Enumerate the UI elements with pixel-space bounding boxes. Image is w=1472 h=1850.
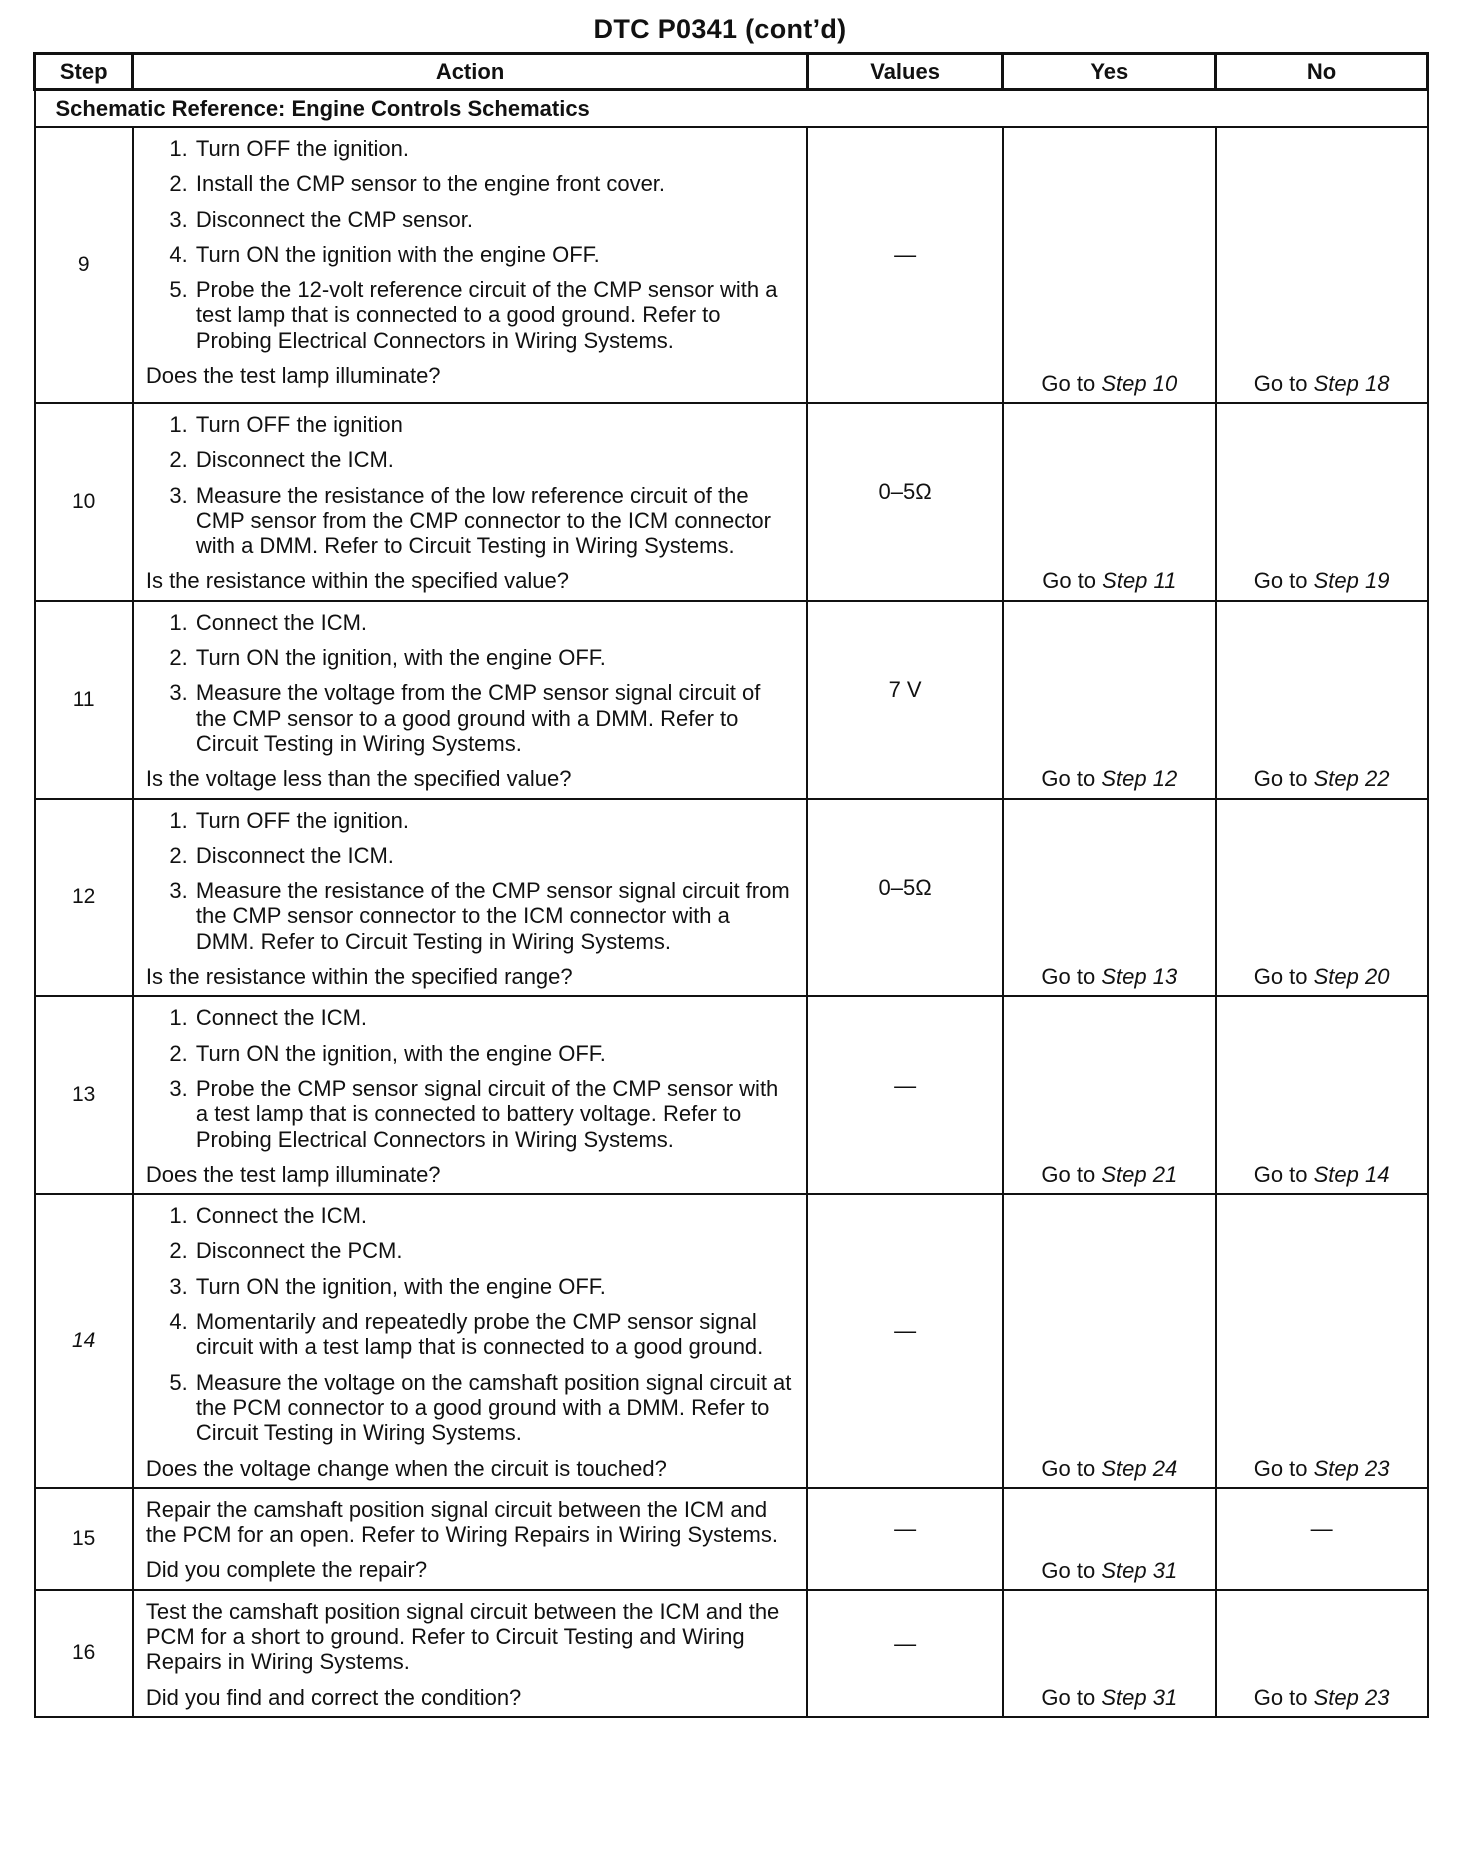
action-item: 4. Turn ON the ignition with the engine OFF.	[194, 242, 792, 267]
action-question: Does the test lamp illuminate?	[145, 363, 441, 389]
schematic-reference: Schematic Reference: Engine Controls Schematics	[35, 90, 1428, 128]
action-item: 2. Turn ON the ignition, with the engine OFF.	[194, 1041, 792, 1066]
table-row	[35, 1194, 1428, 1488]
action-cell	[133, 1590, 807, 1717]
action-question: Is the resistance within the specified range?	[145, 964, 573, 990]
no-cell	[1216, 1590, 1428, 1717]
header-row	[35, 54, 1428, 90]
goto-prefix: Go to	[1041, 1455, 1102, 1481]
table-row	[35, 1488, 1428, 1590]
table-row	[35, 996, 1428, 1194]
yes-cell	[1003, 1488, 1216, 1590]
goto-prefix: Go to	[1041, 1161, 1102, 1187]
yes-step-link[interactable]: Step 21	[1101, 1161, 1178, 1187]
action-list	[146, 808, 792, 954]
action-item: 3. Measure the resistance of the low reference circuit of the CMP sensor from the CMP connector to the ICM connector with a DMM. Refer to Circuit Testing in Wiring Systems.	[194, 483, 792, 559]
table-row	[35, 1590, 1428, 1717]
goto-prefix: Go to	[1253, 1161, 1314, 1187]
action-item: 2. Disconnect the ICM.	[194, 843, 792, 868]
action-question: Does the voltage change when the circuit is touched?	[145, 1455, 667, 1481]
step-number: 11	[35, 601, 133, 799]
values-cell: —	[807, 996, 1003, 1194]
step-number: 16	[35, 1590, 133, 1717]
action-list	[146, 1203, 792, 1445]
table-row	[35, 403, 1428, 601]
yes-cell	[1003, 601, 1216, 799]
yes-cell	[1003, 996, 1216, 1194]
no-cell	[1216, 403, 1428, 601]
action-item: 2. Disconnect the ICM.	[194, 447, 792, 472]
yes-step-link[interactable]: Step 13	[1101, 964, 1178, 990]
step-number: 15	[35, 1488, 133, 1590]
action-item: 1. Connect the ICM.	[194, 1203, 792, 1228]
step-number: 13	[35, 996, 133, 1194]
no-cell: —	[1216, 1488, 1428, 1590]
action-question: Did you complete the repair?	[145, 1557, 428, 1583]
yes-step-link[interactable]: Step 11	[1102, 568, 1177, 594]
values-cell: —	[807, 1194, 1003, 1488]
step-number: 12	[35, 799, 133, 997]
action-list	[146, 610, 792, 756]
yes-cell	[1003, 127, 1216, 403]
action-cell	[133, 403, 807, 601]
action-cell	[133, 1194, 807, 1488]
action-text: Test the camshaft position signal circuit between the ICM and the PCM for a short to ground. Refer to Circuit Testing and Wiring Repairs in Wiring Systems.	[145, 1598, 780, 1675]
action-item: 2. Disconnect the PCM.	[194, 1238, 792, 1263]
values-cell: 0–5Ω	[807, 403, 1003, 601]
header-values: Values	[807, 54, 1003, 90]
action-list	[146, 136, 792, 353]
action-item: 3. Turn ON the ignition, with the engine OFF.	[194, 1274, 792, 1299]
yes-cell	[1003, 1590, 1216, 1717]
action-item: 1. Turn OFF the ignition	[194, 412, 792, 437]
action-text: Repair the camshaft position signal circuit between the ICM and the PCM for an open. Refer to Wiring Repairs in Wiring Systems.	[145, 1496, 778, 1548]
values-cell: 7 V	[807, 601, 1003, 799]
no-cell	[1216, 799, 1428, 997]
goto-prefix: Go to	[1042, 568, 1103, 594]
goto-prefix: Go to	[1253, 964, 1314, 990]
action-item: 3. Probe the CMP sensor signal circuit of the CMP sensor with a test lamp that is connected to battery voltage. Refer to Probing Electrical Connectors in Wiring Systems.	[194, 1076, 792, 1152]
table-row	[35, 601, 1428, 799]
goto-prefix: Go to	[1253, 1455, 1314, 1481]
document-title: DTC P0341 (cont’d)	[593, 14, 847, 44]
action-item: 1. Connect the ICM.	[194, 1005, 792, 1030]
action-item: 5. Measure the voltage on the camshaft position signal circuit at the PCM connector to a good ground with a DMM. Refer to Circuit Testing in Wiring Systems.	[194, 1370, 792, 1446]
header-step: Step	[35, 54, 133, 90]
no-step-link[interactable]: Step 23	[1313, 1684, 1390, 1710]
action-question: Is the resistance within the specified value?	[145, 568, 569, 594]
no-step-link[interactable]: Step 19	[1313, 568, 1390, 594]
no-step-link[interactable]: Step 20	[1313, 964, 1390, 990]
action-list	[146, 412, 792, 558]
goto-prefix: Go to	[1253, 370, 1314, 396]
goto-prefix: Go to	[1041, 1684, 1102, 1710]
action-item: 1. Turn OFF the ignition.	[194, 808, 792, 833]
goto-prefix: Go to	[1253, 1684, 1314, 1710]
action-item: 4. Momentarily and repeatedly probe the CMP sensor signal circuit with a test lamp that is connected to a good ground.	[194, 1309, 792, 1360]
values-cell: —	[807, 1488, 1003, 1590]
goto-prefix: Go to	[1041, 964, 1102, 990]
action-cell	[133, 799, 807, 997]
action-item: 3. Disconnect the CMP sensor.	[194, 207, 792, 232]
action-question: Did you find and correct the condition?	[145, 1684, 522, 1710]
no-step-link[interactable]: Step 22	[1313, 766, 1390, 792]
values-cell: —	[807, 1590, 1003, 1717]
yes-cell	[1003, 403, 1216, 601]
goto-prefix: Go to	[1253, 568, 1314, 594]
action-cell	[133, 1488, 807, 1590]
table-row	[35, 127, 1428, 403]
header-action: Action	[133, 54, 807, 90]
yes-step-link[interactable]: Step 10	[1101, 370, 1178, 396]
values-cell: 0–5Ω	[807, 799, 1003, 997]
step-number: 9	[35, 127, 133, 403]
values-cell: —	[807, 127, 1003, 403]
table-row	[35, 799, 1428, 997]
yes-step-link[interactable]: Step 24	[1101, 1455, 1178, 1481]
header-yes: Yes	[1003, 54, 1216, 90]
action-cell	[133, 127, 807, 403]
yes-cell	[1003, 799, 1216, 997]
action-item: 5. Probe the 12-volt reference circuit of the CMP sensor with a test lamp that is connected to a good ground. Refer to Probing Electrical Connectors in Wiring Systems.	[194, 277, 792, 353]
yes-cell	[1003, 1194, 1216, 1488]
action-item: 1. Connect the ICM.	[194, 610, 792, 635]
schematic-reference-row	[35, 90, 1428, 128]
goto-prefix: Go to	[1041, 1557, 1102, 1583]
step-number: 10	[35, 403, 133, 601]
step-number: 14	[35, 1194, 133, 1488]
action-item: 3. Measure the voltage from the CMP sensor signal circuit of the CMP sensor to a good ground with a DMM. Refer to Circuit Testing in Wiring Systems.	[194, 680, 792, 756]
goto-prefix: Go to	[1041, 370, 1102, 396]
action-list	[146, 1005, 792, 1151]
no-cell	[1216, 996, 1428, 1194]
no-cell	[1216, 601, 1428, 799]
yes-step-link[interactable]: Step 31	[1101, 1684, 1178, 1710]
action-item: 2. Install the CMP sensor to the engine front cover.	[194, 171, 792, 196]
diagnostic-table	[33, 52, 1429, 1718]
header-no: No	[1216, 54, 1428, 90]
no-step-link[interactable]: Step 18	[1313, 370, 1390, 396]
no-cell	[1216, 1194, 1428, 1488]
yes-step-link[interactable]: Step 31	[1101, 1557, 1178, 1583]
action-question: Does the test lamp illuminate?	[145, 1161, 441, 1187]
action-cell	[133, 996, 807, 1194]
no-cell	[1216, 127, 1428, 403]
action-item: 1. Turn OFF the ignition.	[194, 136, 792, 161]
no-step-link[interactable]: Step 14	[1313, 1161, 1390, 1187]
goto-prefix: Go to	[1253, 766, 1314, 792]
no-step-link[interactable]: Step 23	[1313, 1455, 1390, 1481]
goto-prefix: Go to	[1041, 766, 1102, 792]
yes-step-link[interactable]: Step 12	[1101, 766, 1178, 792]
action-item: 2. Turn ON the ignition, with the engine OFF.	[194, 645, 792, 670]
action-cell	[133, 601, 807, 799]
action-item: 3. Measure the resistance of the CMP sensor signal circuit from the CMP sensor connector to the ICM connector with a DMM. Refer to Circuit Testing in Wiring Systems.	[194, 878, 792, 954]
action-question: Is the voltage less than the specified value?	[145, 766, 572, 792]
